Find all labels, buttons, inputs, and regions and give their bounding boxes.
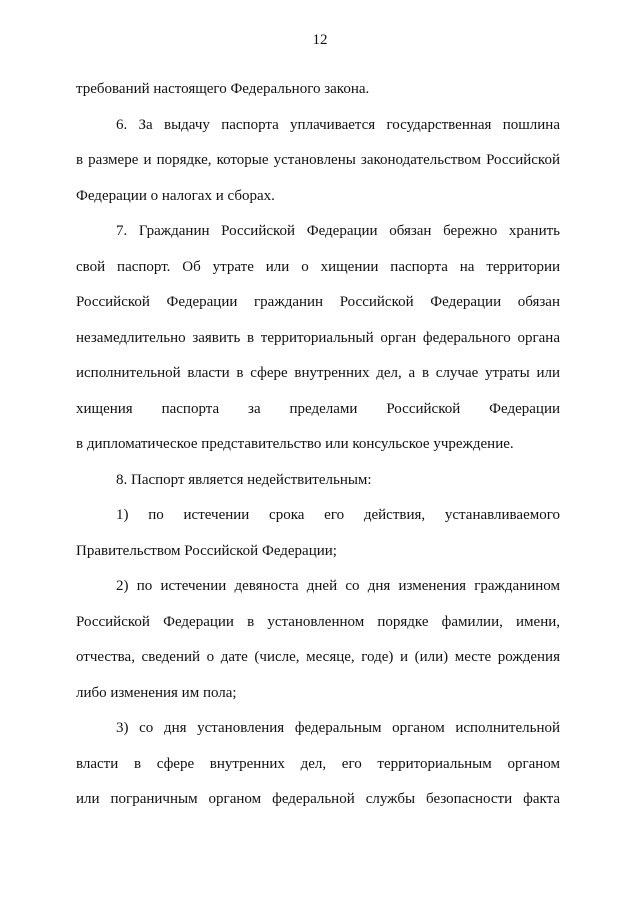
text-line: либо изменения им пола; xyxy=(76,684,237,701)
text-line: Российской Федерации гражданин Российской Федерации обязан xyxy=(76,294,560,310)
text-line: 7. Гражданин Российской Федерации обязан бережно хранить xyxy=(116,223,560,239)
text-line: в дипломатическое представительство или консульское учреждение. xyxy=(76,436,514,452)
text-line: Федерации о налогах и сборах. xyxy=(76,187,275,204)
text-line: требований настоящего Федерального закона. xyxy=(76,81,370,97)
document-body xyxy=(76,72,560,818)
text-line: 8. Паспорт является недействительным: xyxy=(116,471,372,488)
text-line: в размере и порядке, которые установлены законодательством Российской xyxy=(76,152,560,168)
text-line: 1) по истечении срока его действия, устанавливаемого xyxy=(116,507,560,523)
text-line: Российской Федерации в установленном порядке фамилии, имени, xyxy=(76,613,560,630)
text-line: власти в сфере внутренних дел, его территориальным органом xyxy=(76,755,560,772)
text-line: 6. За выдачу паспорта уплачивается государственная пошлина xyxy=(116,116,560,133)
text-line: исполнительной власти в сфере внутренних дел, а в случае утраты или xyxy=(76,365,560,381)
text-line: или пограничным органом федеральной службы безопасности факта xyxy=(76,791,560,807)
page-number: 12 xyxy=(312,32,328,48)
text-line: хищения паспорта за пределами Российской Федерации xyxy=(76,400,560,417)
text-line: свой паспорт. Об утрате или о хищении паспорта на территории xyxy=(76,258,560,275)
text-line: Правительством Российской Федерации; xyxy=(76,542,337,559)
text-line: отчества, сведений о дате (числе, месяце, годе) и (или) месте рождения xyxy=(76,649,560,665)
text-line: незамедлительно заявить в территориальный орган федерального органа xyxy=(76,329,560,346)
text-line: 3) со дня установления федеральным органом исполнительной xyxy=(116,720,560,736)
text-line: 2) по истечении девяноста дней со дня изменения гражданином xyxy=(116,578,560,594)
